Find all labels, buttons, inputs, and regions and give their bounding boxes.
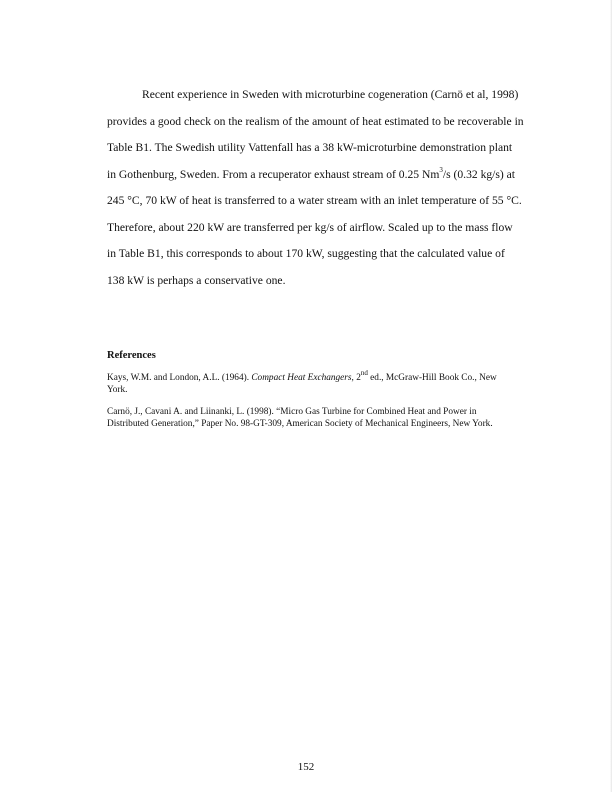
reference-line: Distributed Generation,” Paper No. 98-GT-309, American Society of Mechanical Engineers, New York. [107,419,493,429]
reference-text: , 2 [351,373,361,383]
references-heading: References [107,350,156,361]
body-line: 138 kW is perhaps a conservative one. [107,273,286,287]
superscript: nd [360,368,368,377]
reference-line [107,368,542,384]
reference-text: ed., McGraw-Hill Book Co., New [367,373,497,383]
body-line-text: /s (0.32 kg/s) at [442,167,516,181]
page-number: 152 [297,761,315,773]
reference-line: York. [107,385,128,395]
body-line: Recent experience in Sweden with microturbine cogeneration (Carnö et al, 1998) [142,88,519,101]
superscript: 3 [439,165,443,174]
body-line: in Table B1, this corresponds to about 170 kW, suggesting that the calculated value of [107,247,505,260]
body-line-text: in Gothenburg, Sweden. From a recuperator exhaust stream of 0.25 Nm [107,167,440,181]
body-line: 245 °C, 70 kW of heat is transferred to a water stream with an inlet temperature of 55 °C. [107,194,522,207]
body-line: Table B1. The Swedish utility Vattenfall has a 38 kW-microturbine demonstration plant [107,141,513,154]
reference-title: Compact Heat Exchangers [251,373,352,383]
body-line: provides a good check on the realism of the amount of heat estimated to be recoverable in [107,114,524,128]
body-paragraph [107,82,543,294]
body-line [107,162,543,189]
reference-authors: Kays, W.M. and London, A.L. (1964). [107,373,252,383]
reference-line: Carnö, J., Cavani A. and Liinanki, L. (1998). “Micro Gas Turbine for Combined Heat and Power in [107,407,477,417]
reference-item [107,406,542,430]
reference-item [107,368,542,396]
body-line: Therefore, about 220 kW are transferred per kg/s of airflow. Scaled up to the mass flow [107,220,513,234]
